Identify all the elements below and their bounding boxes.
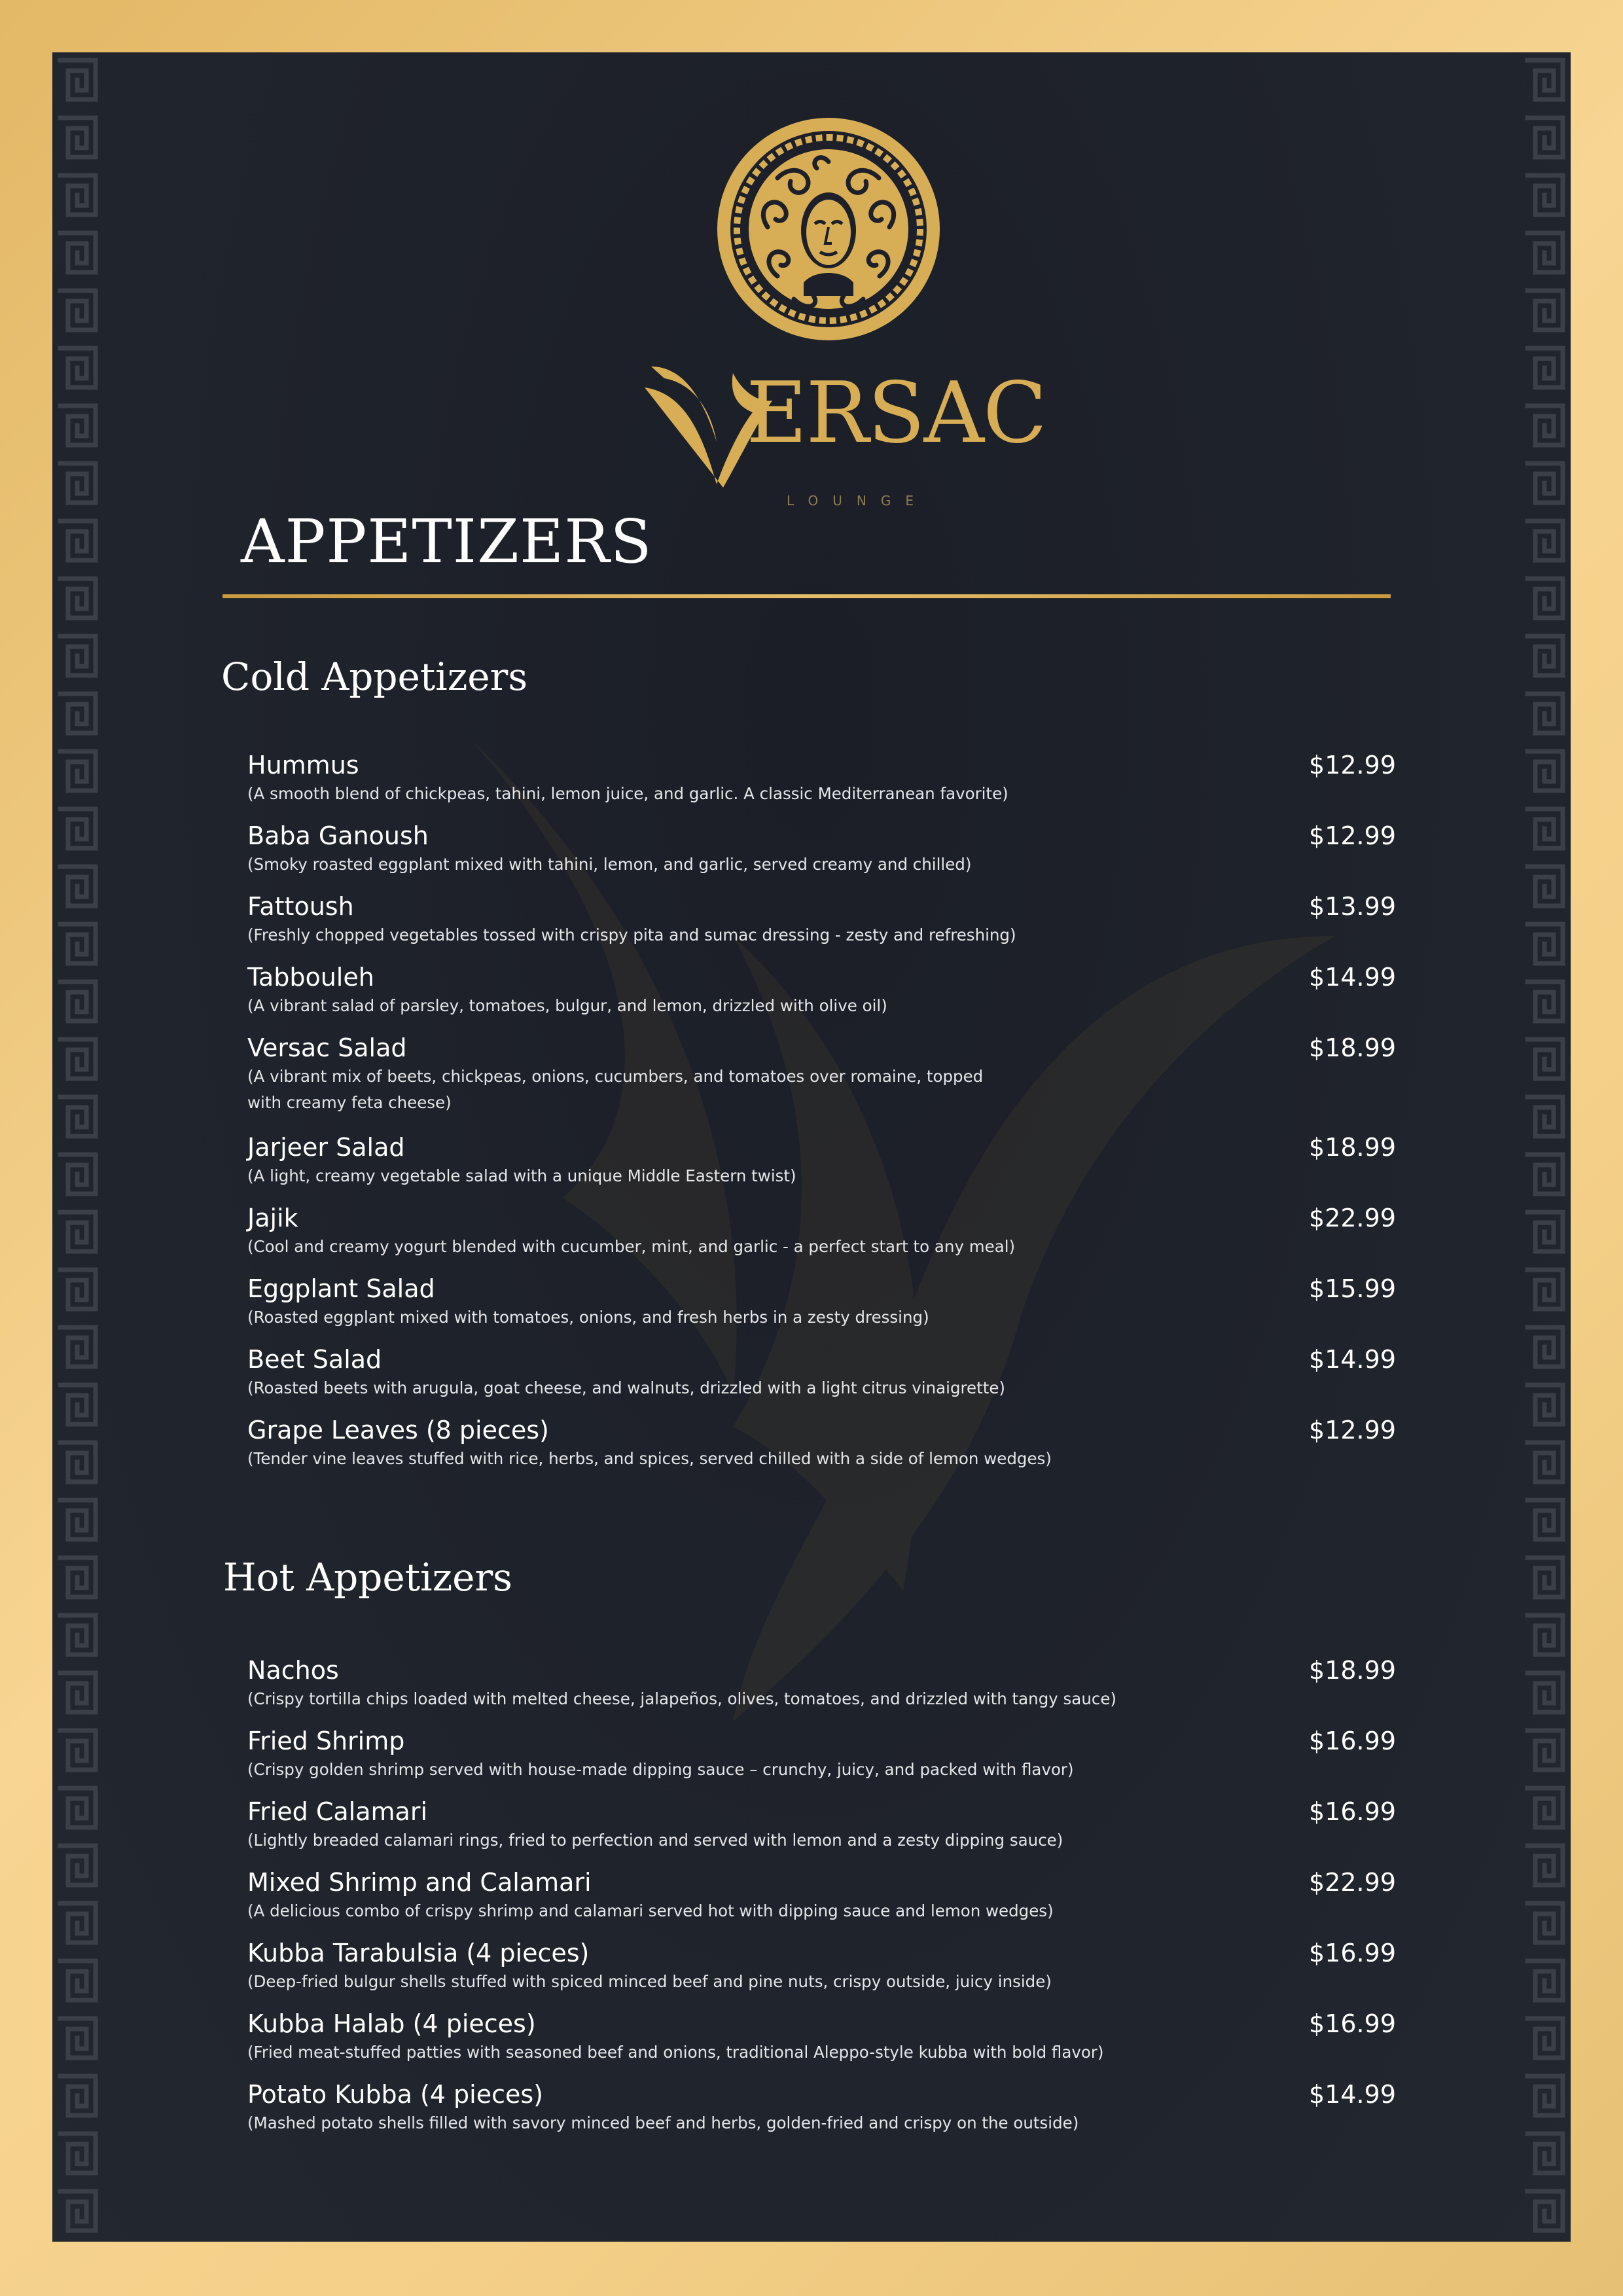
item-price: $12.99 (1309, 821, 1396, 850)
section-title-cold-appetizers: Cold Appetizers (221, 655, 528, 699)
item-name: Kubba Tarabulsia (4 pieces) (247, 1939, 590, 1967)
menu-item-hummus (247, 750, 1396, 821)
item-name: Fried Calamari (247, 1797, 427, 1826)
item-description: (Smoky roasted eggplant mixed with tahini, lemon, and garlic, served creamy and chilled) (247, 855, 972, 874)
menu-item-mixed-shrimp-calamari (247, 1867, 1396, 1938)
menu-item-fattoush (247, 891, 1396, 962)
menu-item-fried-calamari (247, 1797, 1396, 1867)
menu-item-nachos (247, 1655, 1396, 1726)
item-description: (A vibrant mix of beets, chickpeas, onions, cucumbers, and tomatoes over romaine, topped with creamy feta cheese) (247, 1067, 984, 1112)
item-name: Nachos (247, 1656, 339, 1685)
menu-card (52, 52, 1571, 2242)
greek-key-border-left-icon (52, 52, 103, 2242)
item-name: Fattoush (247, 892, 354, 921)
item-description: (Roasted eggplant mixed with tomatoes, onions, and fresh herbs in a zesty dressing) (247, 1308, 929, 1327)
item-name: Versac Salad (247, 1033, 407, 1062)
item-price: $13.99 (1309, 892, 1396, 921)
menu-item-tabbouleh (247, 962, 1396, 1033)
item-price: $18.99 (1309, 1133, 1396, 1162)
medusa-emblem-icon (715, 116, 942, 342)
title-divider (223, 594, 1391, 598)
item-name: Hummus (247, 751, 359, 780)
item-price: $15.99 (1309, 1274, 1396, 1303)
item-name: Baba Ganoush (247, 821, 429, 850)
item-name: Jajik (247, 1204, 298, 1232)
menu-item-eggplant-salad (247, 1274, 1396, 1344)
item-description: (Freshly chopped vegetables tossed with crispy pita and sumac dressing - zesty and refreshing) (247, 925, 1016, 944)
item-description: (A delicious combo of crispy shrimp and calamari served hot with dipping sauce and lemon wedges) (247, 1901, 1054, 1920)
brand-wordmark: ERSAC (746, 365, 1046, 462)
menu-item-versac-salad (247, 1033, 1396, 1132)
item-name: Jarjeer Salad (247, 1133, 405, 1162)
item-description: (Crispy golden shrimp served with house-made dipping sauce – crunchy, juicy, and packed with flavor) (247, 1760, 1074, 1779)
item-price: $22.99 (1309, 1204, 1396, 1232)
item-description: (Roasted beets with arugula, goat cheese, and walnuts, drizzled with a light citrus vinaigrette) (247, 1378, 1005, 1397)
item-name: Beet Salad (247, 1345, 382, 1374)
item-price: $12.99 (1309, 751, 1396, 780)
item-name: Fried Shrimp (247, 1727, 405, 1755)
menu-item-beet-salad (247, 1344, 1396, 1415)
item-name: Grape Leaves (8 pieces) (247, 1416, 549, 1444)
item-name: Kubba Halab (4 pieces) (247, 2009, 536, 2038)
item-price: $14.99 (1309, 963, 1396, 992)
item-description: (A smooth blend of chickpeas, tahini, lemon juice, and garlic. A classic Mediterranean favorite) (247, 784, 1008, 803)
menu-item-jarjeer-salad (247, 1132, 1396, 1203)
item-name: Eggplant Salad (247, 1274, 435, 1303)
cold-appetizers-list (247, 750, 1396, 1486)
item-price: $14.99 (1309, 1345, 1396, 1374)
section-title-hot-appetizers: Hot Appetizers (223, 1555, 512, 1600)
menu-item-kubba-halab (247, 2009, 1396, 2079)
menu-item-baba-ganoush (247, 821, 1396, 891)
item-name: Tabbouleh (247, 963, 374, 992)
page-title: APPETIZERS (241, 507, 652, 577)
item-price: $16.99 (1309, 1727, 1396, 1755)
item-price: $18.99 (1309, 1033, 1396, 1062)
item-price: $12.99 (1309, 1416, 1396, 1444)
item-description: (Tender vine leaves stuffed with rice, herbs, and spices, served chilled with a side of lemon wedges) (247, 1449, 1052, 1468)
brand-tagline: LOUNGE (787, 493, 928, 509)
item-price: $18.99 (1309, 1656, 1396, 1685)
item-description: (A light, creamy vegetable salad with a unique Middle Eastern twist) (247, 1166, 796, 1185)
item-price: $16.99 (1309, 1797, 1396, 1826)
item-price: $22.99 (1309, 1868, 1396, 1897)
menu-item-kubba-tarabulsia (247, 1938, 1396, 2009)
greek-key-border-right-icon (1520, 52, 1571, 2242)
item-price: $14.99 (1309, 2080, 1396, 2109)
item-description: (Deep-fried bulgur shells stuffed with spiced minced beef and pine nuts, crispy outside, juicy inside) (247, 1972, 1052, 1991)
item-name: Mixed Shrimp and Calamari (247, 1868, 592, 1897)
item-description: (Mashed potato shells filled with savory minced beef and herbs, golden-fried and crispy on the outside) (247, 2113, 1079, 2132)
hot-appetizers-list (247, 1655, 1396, 2150)
item-price: $16.99 (1309, 2009, 1396, 2038)
menu-item-jajik (247, 1203, 1396, 1274)
item-description: (Cool and creamy yogurt blended with cucumber, mint, and garlic - a perfect start to any meal) (247, 1237, 1016, 1256)
item-name: Potato Kubba (4 pieces) (247, 2080, 543, 2109)
item-description: (Lightly breaded calamari rings, fried to perfection and served with lemon and a zesty dipping sauce) (247, 1831, 1063, 1850)
menu-item-grape-leaves (247, 1415, 1396, 1486)
item-price: $16.99 (1309, 1939, 1396, 1967)
item-description: (Fried meat-stuffed patties with seasoned beef and onions, traditional Aleppo-style kubba with bold flavor) (247, 2043, 1104, 2062)
menu-item-fried-shrimp (247, 1726, 1396, 1797)
item-description: (Crispy tortilla chips loaded with melted cheese, jalapeños, olives, tomatoes, and drizzled with tangy sauce) (247, 1689, 1116, 1708)
menu-item-potato-kubba (247, 2079, 1396, 2150)
item-description: (A vibrant salad of parsley, tomatoes, bulgur, and lemon, drizzled with olive oil) (247, 996, 887, 1015)
